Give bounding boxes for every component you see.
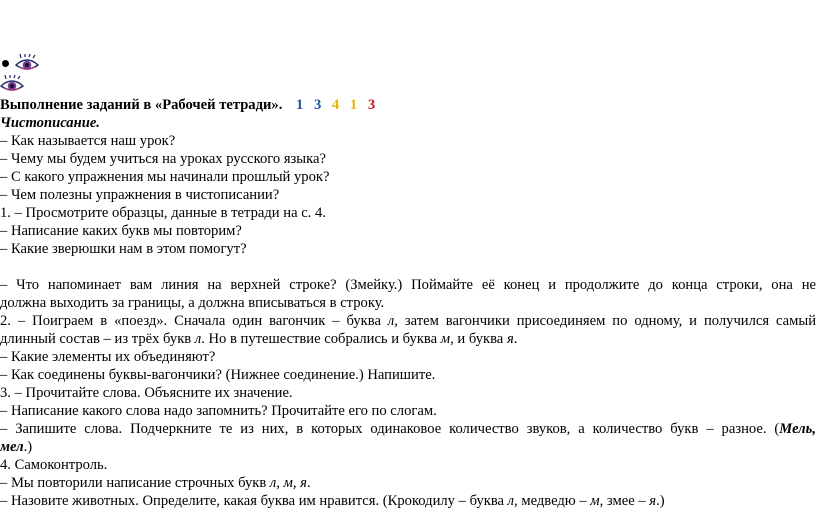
text-run: – Мы повторили написание строчных букв [0,475,270,491]
icon-row-1 [0,53,39,74]
text-run: длинный состав – из трёх букв [0,331,195,347]
text-line [0,492,816,510]
heading-title: Выполнение заданий в «Рабочей тетради». [0,97,283,113]
text-run: , змее – [599,493,650,509]
paragraph-line [0,330,816,348]
text-line: – Чем полезны упражнения в чистописании? [0,187,280,203]
blank-line [0,258,816,276]
letter-run: л [194,331,202,347]
word-run: мел [0,439,24,455]
text-run: . Но в путешествие собрались и буква [201,331,441,347]
text-run: . [306,475,311,491]
text-run: , затем вагончики присоединяем по одному, и получился самый [394,313,816,329]
text-run: , и буква [450,331,507,347]
paragraph-line [0,438,816,456]
icon-row-2 [0,74,39,95]
text-run: 2. – Поиграем в «поезд». Сначала один вагончик – буква [0,313,388,329]
text-line: – С какого упражнения мы начинали прошлый урок? [0,169,330,185]
text-run: , медведю – [514,493,591,509]
heading-number: 1 [296,97,304,113]
letter-run: м [590,493,600,509]
text-run: .) [23,439,33,455]
text-line: – Как называется наш урок? [0,133,176,149]
section-heading [0,96,816,114]
text-line: 4. Самоконтроль. [0,457,108,473]
text-line: 1. – Просмотрите образцы, данные в тетради на с. 4. [0,205,326,221]
document-body [0,96,816,510]
text-run: – Назовите животных. Определите, какая буква им нравится. (Крокодилу – буква [0,493,508,509]
text-line [0,474,816,492]
letter-run: м [440,331,451,347]
heading-number: 4 [331,97,340,113]
letter-run: л [507,493,515,509]
text-line: 3. – Прочитайте слова. Объясните их значение. [0,385,293,401]
text-line: – Написание каких букв мы повторим? [0,223,242,239]
bullet-dot [2,60,9,67]
text-run: – Запишите слова. Подчеркните те из них, в которых одинаковое количество звуков, а количество букв – разное. ( [0,421,780,437]
heading-number: 3 [367,97,376,113]
paragraph-line [0,420,816,438]
text-run: . [513,331,518,347]
text-line: – Какие элементы их объединяют? [0,349,216,365]
subheading: Чистописание. [0,115,100,131]
icon-block [0,53,39,95]
heading-number: 3 [313,97,322,113]
text-line: – Как соединены буквы-вагончики? (Нижнее соединение.) Напишите. [0,367,436,383]
eye-icon [15,54,39,74]
heading-numbers [296,97,382,113]
letter-run: л, м, я [269,475,307,491]
paragraph-line: – Что напоминает вам линия на верхней строке? (Змейку.) Поймайте её конец и продолжите до конца строки, она не [0,277,816,293]
letter-run: л [387,313,395,329]
text-line: – Какие зверюшки нам в этом помогут? [0,241,247,257]
word-run: Мель, [779,421,816,437]
paragraph-line: должна выходить за границы, а должна вписываться в строку. [0,295,385,311]
heading-number: 1 [349,97,358,113]
text-line: – Написание какого слова надо запомнить? Прочитайте его по слогам. [0,403,437,419]
letter-run: я [506,331,514,347]
eye-icon [0,75,24,95]
paragraph-line [0,312,816,330]
text-line: – Чему мы будем учиться на уроках русского языка? [0,151,326,167]
text-run: .) [656,493,665,509]
letter-run: я [649,493,657,509]
